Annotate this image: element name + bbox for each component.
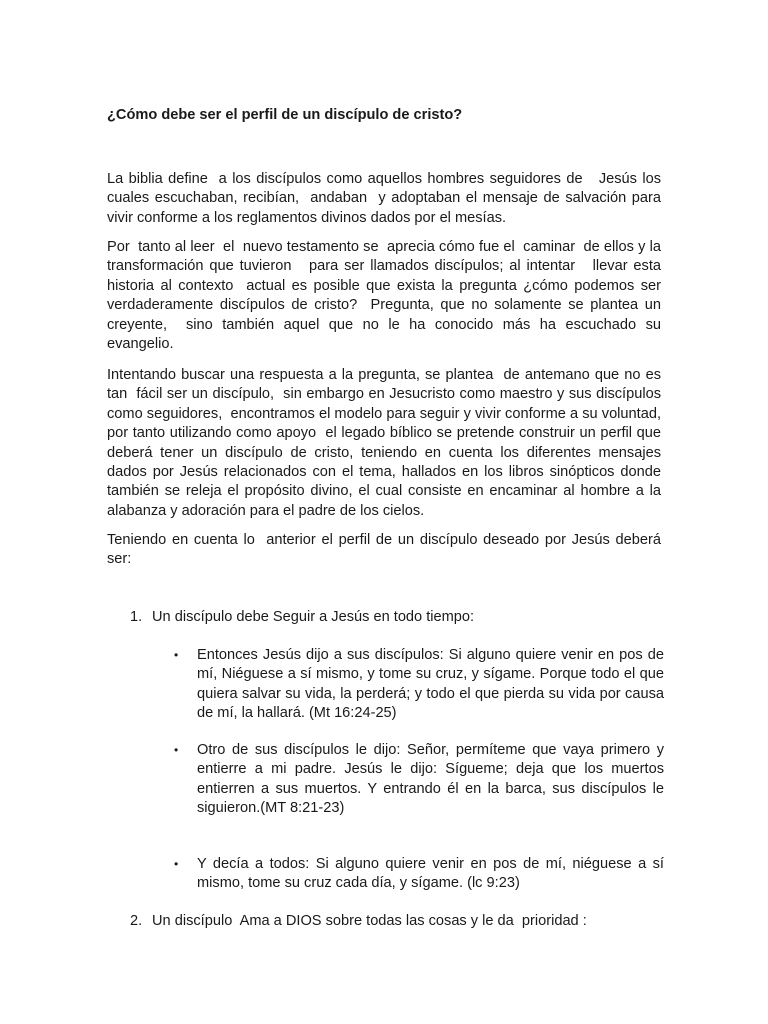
list-number: 2. <box>130 913 143 929</box>
list-number: 1. <box>130 609 143 625</box>
list-item-text: Un discípulo debe Seguir a Jesús en todo tiempo: <box>152 609 475 625</box>
paragraph-4: Teniendo en cuenta lo anterior el perfil de un discípulo deseado por Jesús deberá ser: <box>107 532 666 568</box>
paragraph-1: La biblia define a los discípulos como aquellos hombres seguidores de Jesús los cuales escuchaban, recibían, andaban y adoptaban el mensaje de salvación para vivir conforme a los reglamentos divinos dados por el mesías. <box>107 171 666 226</box>
numbered-item-2 <box>130 912 670 931</box>
bullet-item-2 <box>174 741 669 819</box>
bullet-text: Y decía a todos: Si alguno quiere venir en pos de mí, niéguese a sí mismo, tome su cruz cada día, y sígame. (lc 9:23) <box>197 856 669 892</box>
paragraph-3: Intentando buscar una respuesta a la pregunta, se plantea de antemano que no es tan fácil ser un discípulo, sin embargo en Jesucristo como maestro y sus discípulos como seguidores, encontramos el modelo para seguir y vivir conforme a su voluntad, por tanto utilizando como apoyo el legado bíblico se pretende construir un perfil que deberá tener un discípulo de cristo, teniendo en cuenta los diferentes mensajes dados por Jesús relacionados con el tema, hallados en los libros sinópticos donde también se releja el propósito divino, el cual consiste en encaminar al hombre a la alabanza y adoración para el padre de los cielos. <box>107 367 666 519</box>
bullet-text: Entonces Jesús dijo a sus discípulos: Si alguno quiere venir en pos de mí, Niéguese a sí mismo, y tome su cruz, y sígame. Porque todo el que quiera salvar su vida, la perderá; y todo el que pierda su vida por causa de mí, la hallará. (Mt 16:24-25) <box>197 647 669 722</box>
numbered-item-1 <box>130 608 670 627</box>
bullet-text: Otro de sus discípulos le dijo: Señor, permíteme que vaya primero y entierre a mi padre. Jesús le dijo: Sígueme; deja que los muertos entierren a sus muertos. Y entrando él en la barca, sus discípulos le siguieron.(MT 8:21-23) <box>197 742 669 817</box>
bullet-icon: • <box>174 648 179 662</box>
bullet-item-3 <box>174 855 669 894</box>
bullet-icon: • <box>174 857 179 871</box>
document-title: ¿Cómo debe ser el perfil de un discípulo de cristo? <box>107 107 463 123</box>
bullet-item-1 <box>174 646 669 724</box>
list-item-text: Un discípulo Ama a DIOS sobre todas las cosas y le da prioridad : <box>152 913 587 929</box>
paragraph-2: Por tanto al leer el nuevo testamento se aprecia cómo fue el caminar de ellos y la transformación que tuvieron para ser llamados discípulos; al intentar llevar esta historia al contexto actual es posible que exista la pregunta ¿cómo podemos ser verdaderamente discípulos de cristo? Pregunta, que no solamente se plantea un creyente, sino también aquel que no le ha conocido más ha escuchado su evangelio. <box>107 239 670 353</box>
bullet-icon: • <box>174 743 179 757</box>
